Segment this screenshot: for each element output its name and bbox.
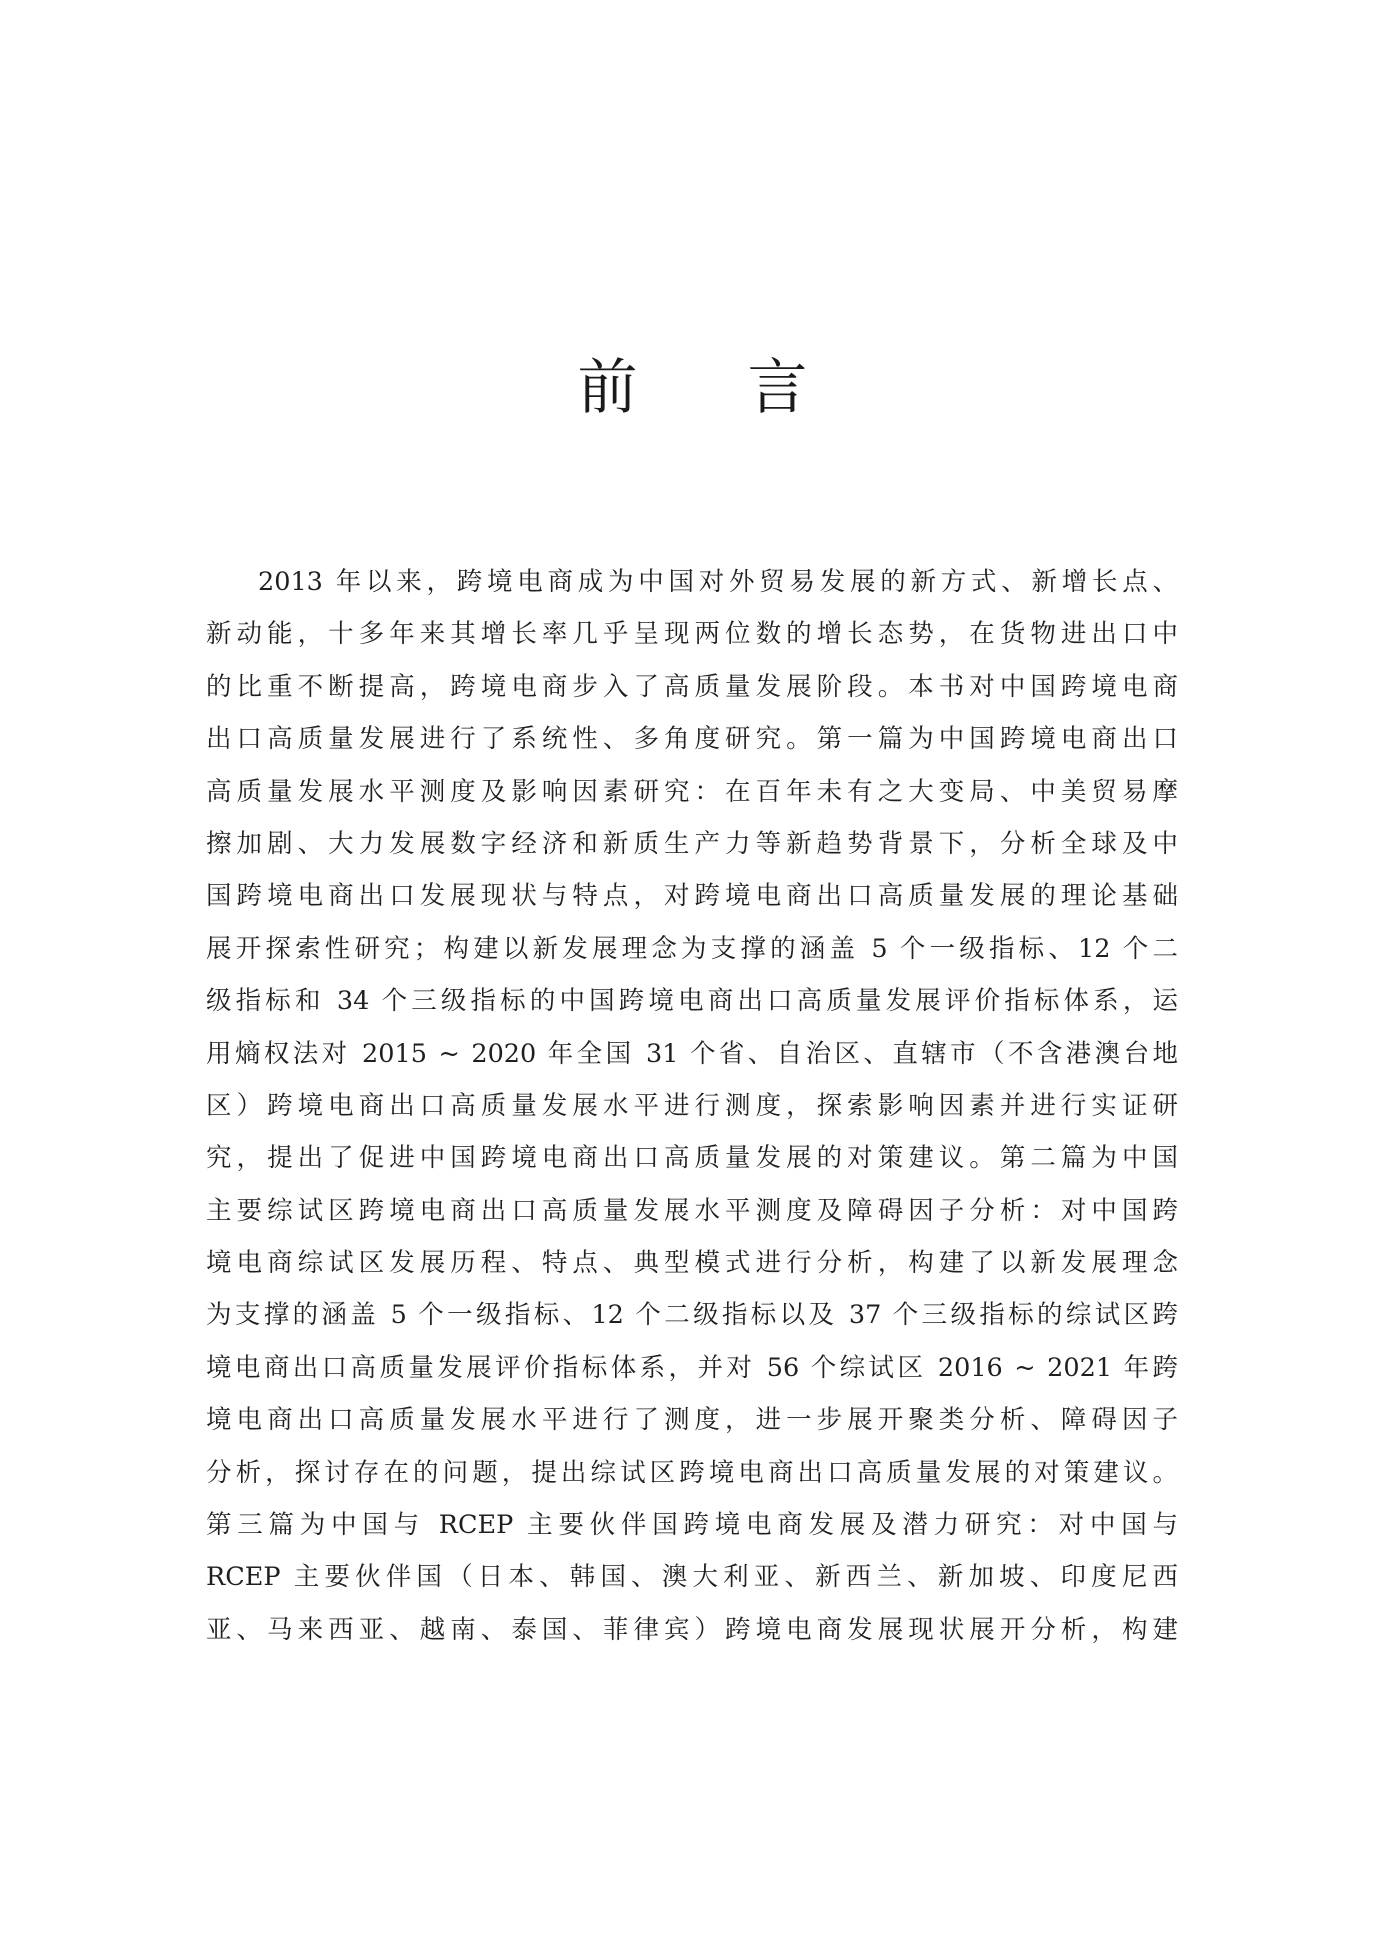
text-line: 亚、马来西亚、越南、泰国、菲律宾）跨境电商发展现状展开分析，构建 [206, 1614, 1178, 1645]
text-line: 境电商综试区发展历程、特点、典型模式进行分析，构建了以新发展理念 [206, 1248, 1178, 1279]
text-line: 分析，探讨存在的问题，提出综试区跨境电商出口高质量发展的对策建议。 [206, 1457, 1178, 1488]
text-line: RCEP 主要伙伴国（日本、韩国、澳大利亚、新西兰、新加坡、印度尼西 [206, 1562, 1178, 1593]
text-line: 出口高质量发展进行了系统性、多角度研究。第一篇为中国跨境电商出口 [206, 724, 1178, 755]
text-line: 高质量发展水平测度及影响因素研究：在百年未有之大变局、中美贸易摩 [206, 776, 1178, 807]
text-line: 级指标和 34 个三级指标的中国跨境电商出口高质量发展评价指标体系，运 [206, 986, 1178, 1017]
body-paragraph [206, 556, 1178, 1656]
text-line: 展开探索性研究；构建以新发展理念为支撑的涵盖 5 个一级指标、12 个二 [206, 933, 1178, 964]
text-line: 究，提出了促进中国跨境电商出口高质量发展的对策建议。第二篇为中国 [206, 1143, 1178, 1174]
text-line: 擦加剧、大力发展数字经济和新质生产力等新趋势背景下，分析全球及中 [206, 828, 1178, 859]
text-line: 用熵权法对 2015 ~ 2020 年全国 31 个省、自治区、直辖市（不含港澳台地 [206, 1038, 1178, 1069]
text-line: 区）跨境电商出口高质量发展水平进行测度，探索影响因素并进行实证研 [206, 1090, 1178, 1121]
text-line: 国跨境电商出口发展现状与特点，对跨境电商出口高质量发展的理论基础 [206, 881, 1178, 912]
page-title: 前言 [577, 353, 918, 423]
text-line: 境电商出口高质量发展水平进行了测度，进一步展开聚类分析、障碍因子 [206, 1405, 1178, 1436]
text-line: 的比重不断提高，跨境电商步入了高质量发展阶段。本书对中国跨境电商 [206, 671, 1178, 702]
text-line: 主要综试区跨境电商出口高质量发展水平测度及障碍因子分析：对中国跨 [206, 1195, 1178, 1226]
text-line: 新动能，十多年来其增长率几乎呈现两位数的增长态势，在货物进出口中 [206, 619, 1178, 650]
text-line: 第三篇为中国与 RCEP 主要伙伴国跨境电商发展及潜力研究：对中国与 [206, 1510, 1178, 1541]
text-line: 为支撑的涵盖 5 个一级指标、12 个二级指标以及 37 个三级指标的综试区跨 [206, 1300, 1178, 1331]
text-line: 2013 年以来，跨境电商成为中国对外贸易发展的新方式、新增长点、 [258, 567, 1178, 597]
text-line: 境电商出口高质量发展评价指标体系，并对 56 个综试区 2016 ~ 2021 年跨 [206, 1352, 1178, 1383]
